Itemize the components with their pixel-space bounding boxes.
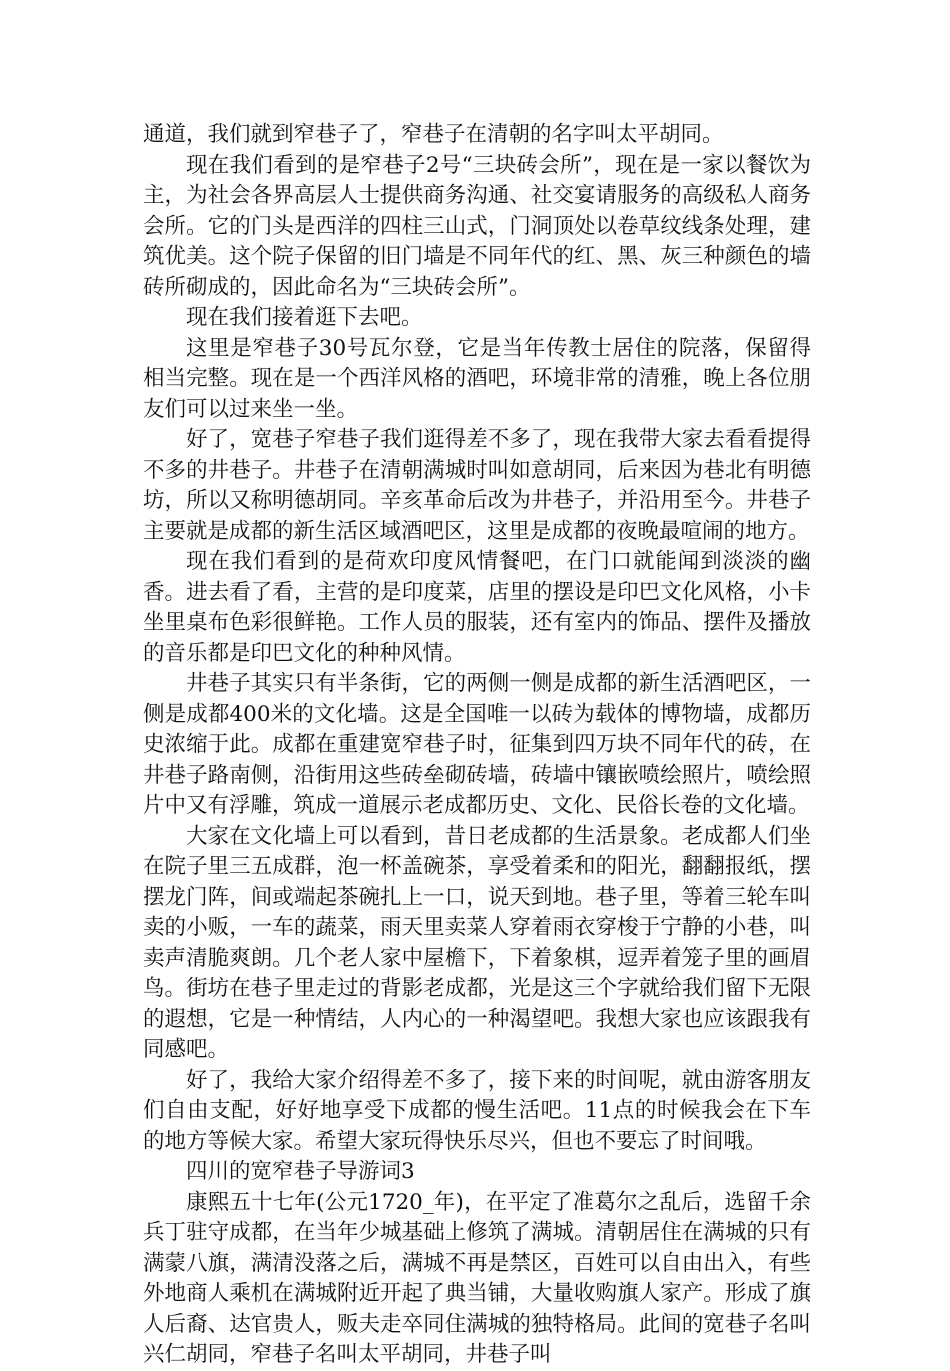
- paragraph: 井巷子其实只有半条街，它的两侧一侧是成都的新生活酒吧区，一侧是成都400米的文化墙。这是全国唯一以砖为载体的博物墙，成都历史浓缩于此。成都在重建宽窄巷子时，征集到四万块不同年代的砖，在井巷子路南侧，沿街用这些砖垒砌砖墙，砖墙中镶嵌喷绘照片，喷绘照片中又有浮雕，筑成一道展示老成都历史、文化、民俗长卷的文化墙。: [143, 671, 811, 818]
- paragraph: 好了，我给大家介绍得差不多了，接下来的时间呢，就由游客朋友们自由支配，好好地享受下成都的慢生活吧。11点的时候我会在下车的地方等候大家。希望大家玩得快乐尽兴，但也不要忘了时间哦。: [143, 1067, 811, 1154]
- paragraph: 现在我们看到的是窄巷子2号“三块砖会所”，现在是一家以餐饮为主，为社会各界高层人士提供商务沟通、社交宴请服务的高级私人商务会所。它的门头是西洋的四柱三山式，门洞顶处以卷草纹线条处理，建筑优美。这个院子保留的旧门墙是不同年代的红、黑、灰三种颜色的墙砖所砌成的，因此命名为“三块砖会所”。: [143, 152, 811, 300]
- section-heading: 四川的宽窄巷子导游词3: [186, 1159, 415, 1184]
- paragraph: 大家在文化墙上可以看到，昔日老成都的生活景象。老成都人们坐在院子里三五成群，泡一杯盖碗茶，享受着柔和的阳光，翻翻报纸，摆摆龙门阵，间或端起茶碗扎上一口，说天到地。巷子里，等着三轮车叫卖的小贩，一车的蔬菜，雨天里卖菜人穿着雨衣穿梭于宁静的小巷，叫卖声清脆爽朗。几个老人家中屋檐下，下着象棋，逗弄着笼子里的画眉鸟。街坊在巷子里走过的背影老成都，光是这三个字就给我们留下无限的遐想，它是一种情结，人内心的一种渴望吧。我想大家也应该跟我有同感吧。: [143, 823, 811, 1062]
- document-page: [143, 120, 811, 1371]
- paragraph: 康熙五十七年(公元1720_年)，在平定了准葛尔之乱后，选留千余兵丁驻守成都，在当年少城基础上修筑了满城。清朝居住在满城的只有满蒙八旗，满清没落之后，满城不再是禁区，百姓可以自由出入，有些外地商人乘机在满城附近开起了典当铺，大量收购旗人家产。形成了旗人后裔、达官贵人，贩夫走卒同住满城的独特格局。此间的宽巷子名叫兴仁胡同，窄巷子名叫太平胡同，井巷子叫: [143, 1189, 811, 1367]
- paragraph: 好了，宽巷子窄巷子我们逛得差不多了，现在我带大家去看看提得不多的井巷子。井巷子在清朝满城时叫如意胡同，后来因为巷北有明德坊，所以又称明德胡同。辛亥革命后改为井巷子，并沿用至今。井巷子主要就是成都的新生活区域酒吧区，这里是成都的夜晚最喧闹的地方。: [143, 427, 811, 544]
- paragraph: 通道，我们就到窄巷子了，窄巷子在清朝的名字叫太平胡同。: [143, 122, 724, 147]
- paragraph: 现在我们接着逛下去吧。: [186, 305, 423, 330]
- paragraph: 现在我们看到的是荷欢印度风情餐吧，在门口就能闻到淡淡的幽香。进去看了看，主营的是印度菜，店里的摆设是印巴文化风格，小卡坐里桌布色彩很鲜艳。工作人员的服装，还有室内的饰品、摆件及播放的音乐都是印巴文化的种种风情。: [143, 549, 811, 666]
- paragraph: 这里是窄巷子30号瓦尔登，它是当年传教士居住的院落，保留得相当完整。现在是一个西洋风格的酒吧，环境非常的清雅，晚上各位朋友们可以过来坐一坐。: [143, 335, 811, 422]
